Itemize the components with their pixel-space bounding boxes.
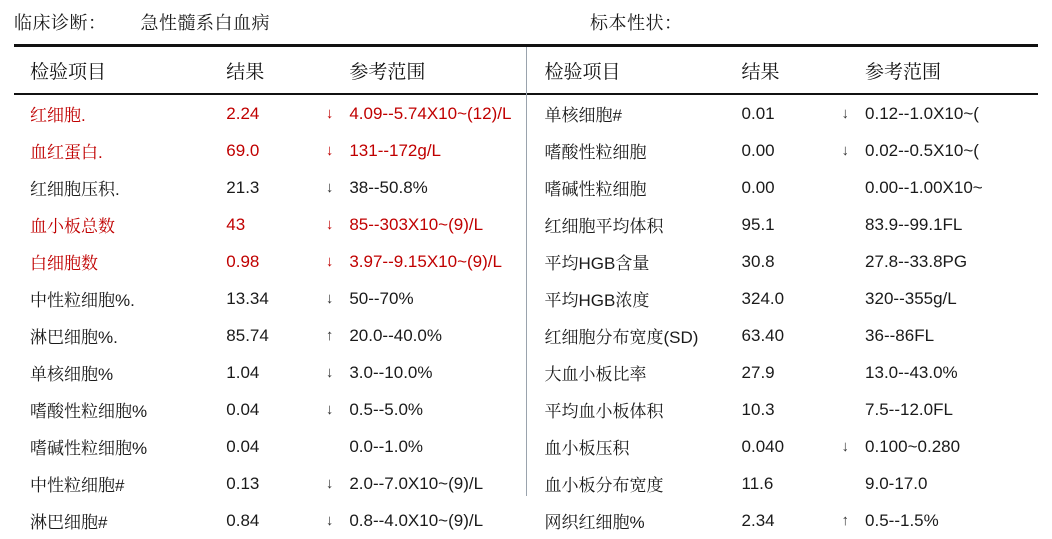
reference-range: 13.0--43.0% <box>865 362 958 382</box>
test-result: 2.24 <box>226 103 260 123</box>
table-row <box>527 465 1039 502</box>
test-name: 中性粒细胞%. <box>30 291 135 310</box>
table-header-row <box>527 47 1039 94</box>
test-result: 21.3 <box>226 177 260 197</box>
test-name: 嗜酸性粒细胞% <box>30 402 148 421</box>
test-result: 85.74 <box>226 325 269 345</box>
arrow-down-icon: ↓ <box>841 105 850 122</box>
test-name: 单核细胞# <box>544 106 622 125</box>
flag-empty <box>826 206 866 243</box>
flag-empty <box>826 317 866 354</box>
table-row <box>527 502 1039 539</box>
arrow-down-icon: ↓ <box>325 253 334 270</box>
test-name: 血小板分布宽度 <box>544 476 664 495</box>
right-results-table <box>527 47 1039 532</box>
left-results-table <box>14 47 526 532</box>
test-name: 中性粒细胞# <box>30 476 125 495</box>
test-result: 30.8 <box>741 251 775 271</box>
arrow-up-icon: ↑ <box>325 327 334 344</box>
reference-range: 0.00--1.00X10~ <box>865 177 983 197</box>
arrow-down-icon: ↓ <box>325 216 334 233</box>
test-result: 11.6 <box>741 473 774 493</box>
table-row <box>14 243 526 280</box>
table-row <box>527 280 1039 317</box>
flag-empty <box>310 428 349 465</box>
arrow-down-icon: ↓ <box>325 364 334 381</box>
test-name: 红细胞平均体积 <box>544 217 664 236</box>
flag-empty <box>826 391 866 428</box>
table-row <box>527 132 1039 169</box>
test-result: 43 <box>226 214 246 234</box>
test-name: 血小板压积 <box>544 439 630 458</box>
table-row <box>14 206 526 243</box>
reference-range: 83.9--99.1FL <box>865 214 963 234</box>
reference-range: 3.0--10.0% <box>349 362 433 382</box>
test-result: 13.34 <box>226 288 269 308</box>
table-row <box>14 317 526 354</box>
column-header-result: 结果 <box>226 47 310 94</box>
test-result: 0.04 <box>226 436 260 456</box>
test-name: 淋巴细胞%. <box>30 328 118 347</box>
test-name: 白细胞数 <box>30 254 98 273</box>
arrow-down-icon: ↓ <box>325 105 334 122</box>
test-result: 69.0 <box>226 140 260 160</box>
flag-empty <box>826 169 866 206</box>
test-result: 0.13 <box>226 473 260 493</box>
arrow-up-icon: ↑ <box>841 512 850 529</box>
table-row <box>14 132 526 169</box>
reference-range: 20.0--40.0% <box>349 325 442 345</box>
table-row <box>14 428 526 465</box>
column-header-flag <box>310 47 349 94</box>
reference-range: 0.8--4.0X10~(9)/L <box>349 510 484 530</box>
flag-empty <box>826 243 866 280</box>
table-row <box>527 391 1039 428</box>
column-header-reference: 参考范围 <box>349 47 525 94</box>
table-row <box>527 428 1039 465</box>
test-result: 0.98 <box>226 251 260 271</box>
diagnosis-value: 急性髓系白血病 <box>140 13 270 33</box>
results-tables <box>14 44 1038 532</box>
table-row <box>527 206 1039 243</box>
test-name: 网织红细胞% <box>544 513 645 532</box>
table-row <box>14 280 526 317</box>
table-row <box>527 243 1039 280</box>
table-row <box>527 94 1039 132</box>
arrow-down-icon: ↓ <box>325 475 334 492</box>
reference-range: 0.100~0.280 <box>865 436 961 456</box>
test-name: 嗜碱性粒细胞 <box>544 180 647 199</box>
reference-range: 0.5--5.0% <box>349 399 424 419</box>
test-result: 0.040 <box>741 436 785 456</box>
test-name: 嗜酸性粒细胞 <box>544 143 647 162</box>
arrow-down-icon: ↓ <box>841 438 850 455</box>
test-result: 0.00 <box>741 177 775 197</box>
test-result: 2.34 <box>741 510 775 530</box>
test-result: 324.0 <box>741 288 785 308</box>
test-name: 红细胞压积. <box>30 180 120 199</box>
test-result: 0.00 <box>741 140 775 160</box>
reference-range: 2.0--7.0X10~(9)/L <box>349 473 484 493</box>
table-row <box>14 94 526 132</box>
arrow-down-icon: ↓ <box>325 179 334 196</box>
test-result: 95.1 <box>741 214 775 234</box>
table-row <box>14 354 526 391</box>
column-header-flag <box>826 47 866 94</box>
test-name: 单核细胞% <box>30 365 114 384</box>
flag-empty <box>826 280 866 317</box>
column-header-name: 检验项目 <box>14 47 226 94</box>
test-name: 嗜碱性粒细胞% <box>30 439 148 458</box>
specimen-label: 标本性状： <box>590 13 683 33</box>
reference-range: 4.09--5.74X10~(12)/L <box>349 103 512 123</box>
table-row <box>14 391 526 428</box>
reference-range: 0.12--1.0X10~( <box>865 103 979 123</box>
column-header-result: 结果 <box>742 47 826 94</box>
table-row <box>14 169 526 206</box>
table-row <box>527 317 1039 354</box>
column-header-reference: 参考范围 <box>865 47 1038 94</box>
test-name: 平均HGB浓度 <box>544 291 650 310</box>
flag-empty <box>826 354 866 391</box>
reference-range: 0.0--1.0% <box>349 436 424 456</box>
reference-range: 50--70% <box>349 288 414 308</box>
test-name: 淋巴细胞# <box>30 513 108 532</box>
test-result: 0.01 <box>741 103 775 123</box>
reference-range: 27.8--33.8PG <box>865 251 968 271</box>
table-header-row <box>14 47 526 94</box>
test-result: 0.84 <box>226 510 260 530</box>
test-name: 红细胞. <box>30 106 86 125</box>
test-name: 平均HGB含量 <box>544 254 650 273</box>
reference-range: 38--50.8% <box>349 177 428 197</box>
arrow-down-icon: ↓ <box>325 512 334 529</box>
test-result: 0.04 <box>226 399 260 419</box>
reference-range: 36--86FL <box>865 325 935 345</box>
reference-range: 7.5--12.0FL <box>865 399 953 419</box>
reference-range: 9.0-17.0 <box>865 473 928 493</box>
reference-range: 320--355g/L <box>865 288 957 308</box>
diagnosis-label: 临床诊断： <box>14 13 107 33</box>
arrow-down-icon: ↓ <box>841 142 850 159</box>
test-result: 1.04 <box>226 362 260 382</box>
test-result: 10.3 <box>741 399 775 419</box>
reference-range: 0.02--0.5X10~( <box>865 140 979 160</box>
table-row <box>527 169 1039 206</box>
reference-range: 85--303X10~(9)/L <box>349 214 484 234</box>
table-row <box>14 465 526 502</box>
test-result: 63.40 <box>741 325 785 345</box>
arrow-down-icon: ↓ <box>325 401 334 418</box>
reference-range: 3.97--9.15X10~(9)/L <box>349 251 502 271</box>
test-name: 平均血小板体积 <box>544 402 664 421</box>
test-name: 血小板总数 <box>30 217 115 236</box>
table-row <box>527 354 1039 391</box>
arrow-down-icon: ↓ <box>325 290 334 307</box>
test-result: 27.9 <box>741 362 775 382</box>
reference-range: 0.5--1.5% <box>865 510 939 530</box>
table-row <box>14 502 526 539</box>
test-name: 红细胞分布宽度(SD) <box>544 328 699 347</box>
test-name: 大血小板比率 <box>544 365 647 384</box>
reference-range: 131--172g/L <box>349 140 442 160</box>
arrow-down-icon: ↓ <box>325 142 334 159</box>
test-name: 血红蛋白. <box>30 143 103 162</box>
flag-empty <box>826 465 866 502</box>
column-header-name: 检验项目 <box>527 47 742 94</box>
report-header <box>0 0 1052 44</box>
